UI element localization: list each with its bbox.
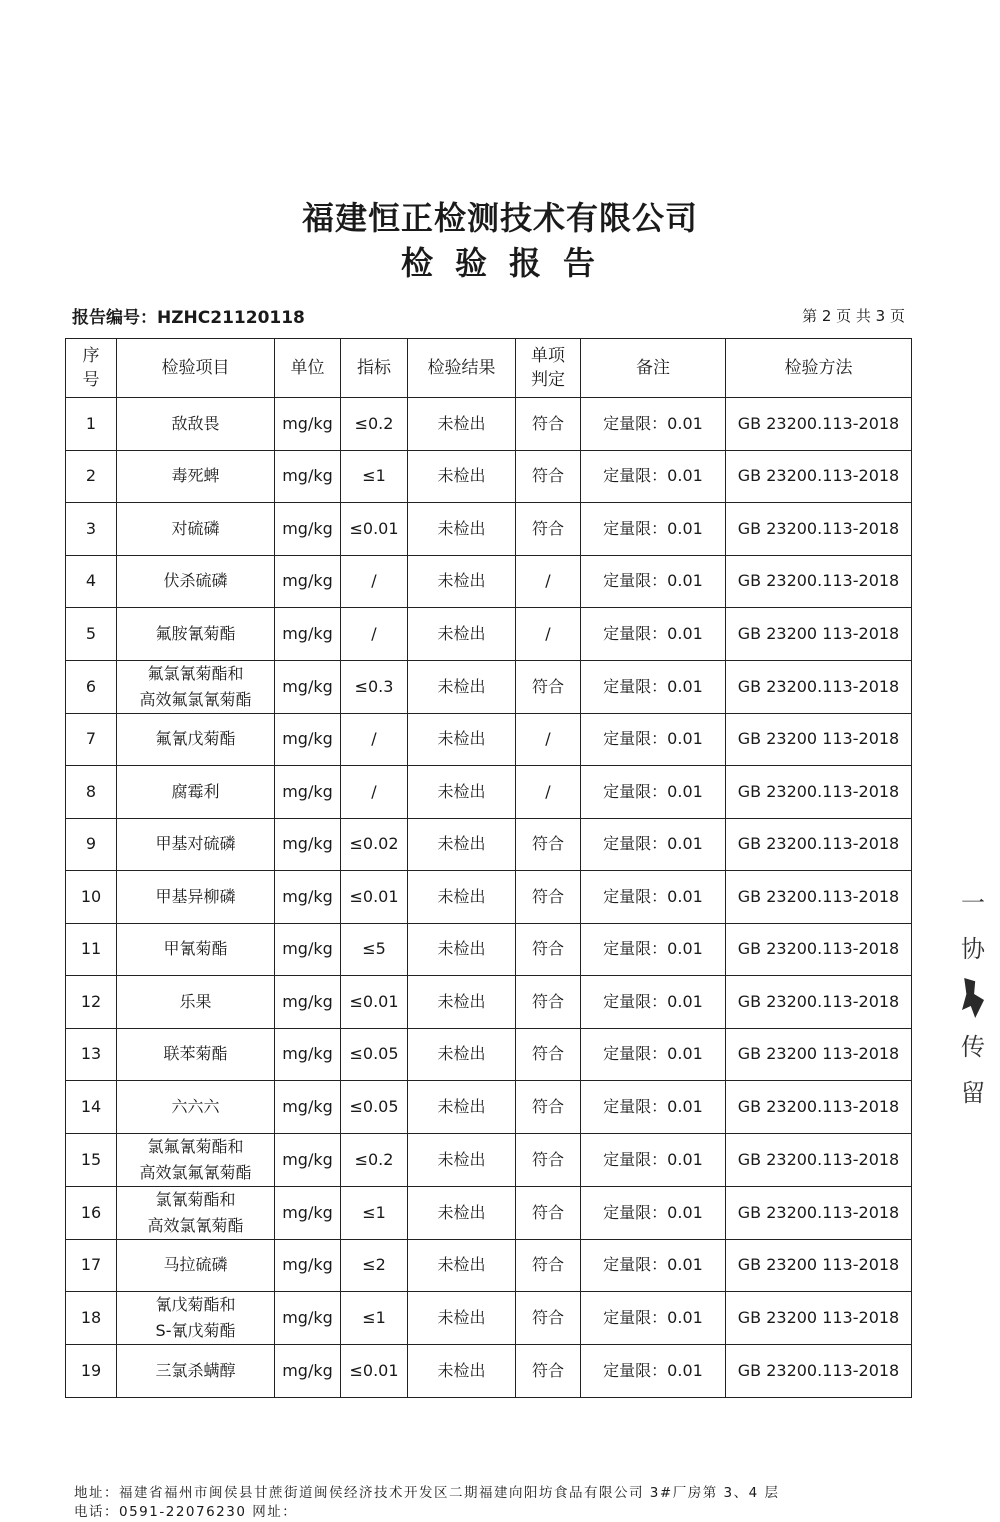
table-row (66, 608, 912, 661)
cell-col-method: GB 23200.113-2018 (726, 398, 912, 451)
cell-col-remark: 定量限：0.01 (581, 503, 726, 556)
company-name: 福建恒正检测技术有限公司 (301, 199, 698, 237)
cell-col-limit: / (341, 713, 408, 766)
cell-col-index: 16 (66, 1186, 117, 1239)
cell-col-item: 马拉硫磷 (117, 1239, 275, 1292)
cell-col-method: GB 23200.113-2018 (726, 1345, 912, 1398)
cell-col-result: 未检出 (408, 1186, 516, 1239)
cell-col-remark: 定量限：0.01 (581, 871, 726, 924)
page-indicator: 第 2 页 共 3 页 (802, 307, 905, 325)
cell-col-item: 乐果 (117, 976, 275, 1029)
header-col-unit: 单位 (275, 339, 341, 398)
cell-col-item: 氯氟氰菊酯和 高效氯氟氰菊酯 (117, 1133, 275, 1186)
cell-col-index: 6 (66, 660, 117, 713)
table-row (66, 818, 912, 871)
cell-col-item: 伏杀硫磷 (117, 555, 275, 608)
cell-col-remark: 定量限：0.01 (581, 713, 726, 766)
cell-col-result: 未检出 (408, 713, 516, 766)
cell-col-index: 15 (66, 1133, 117, 1186)
cell-col-unit: mg/kg (275, 923, 341, 976)
cell-col-limit: ≤0.2 (341, 1133, 408, 1186)
table-row (66, 1028, 912, 1081)
cell-col-remark: 定量限：0.01 (581, 818, 726, 871)
cell-col-unit: mg/kg (275, 1133, 341, 1186)
cell-col-judgement: 符合 (516, 660, 581, 713)
cell-col-remark: 定量限：0.01 (581, 1081, 726, 1134)
cell-col-item: 三氯杀螨醇 (117, 1345, 275, 1398)
cell-col-unit: mg/kg (275, 1186, 341, 1239)
cell-col-unit: mg/kg (275, 713, 341, 766)
cell-col-limit: ≤0.05 (341, 1081, 408, 1134)
cell-col-method: GB 23200 113-2018 (726, 608, 912, 661)
cell-col-remark: 定量限：0.01 (581, 766, 726, 819)
cell-col-method: GB 23200.113-2018 (726, 766, 912, 819)
cell-col-judgement: / (516, 713, 581, 766)
table-row (66, 1133, 912, 1186)
cell-col-remark: 定量限：0.01 (581, 1292, 726, 1345)
cell-col-remark: 定量限：0.01 (581, 1345, 726, 1398)
cell-col-method: GB 23200.113-2018 (726, 923, 912, 976)
cell-col-index: 18 (66, 1292, 117, 1345)
cell-col-judgement: 符合 (516, 450, 581, 503)
cell-col-item: 氰戊菊酯和 S-氰戊菊酯 (117, 1292, 275, 1345)
table-row (66, 1345, 912, 1398)
cell-col-method: GB 23200.113-2018 (726, 660, 912, 713)
cell-col-index: 11 (66, 923, 117, 976)
cell-col-result: 未检出 (408, 1133, 516, 1186)
cell-col-remark: 定量限：0.01 (581, 976, 726, 1029)
cell-col-limit: ≤0.05 (341, 1028, 408, 1081)
cell-col-judgement: 符合 (516, 1345, 581, 1398)
cell-col-limit: ≤0.01 (341, 871, 408, 924)
side-mark-1: 一 (961, 889, 985, 917)
table-row (66, 923, 912, 976)
cell-col-judgement: 符合 (516, 871, 581, 924)
report-number: 报告编号：HZHC21120118 (72, 308, 305, 328)
cell-col-limit: ≤5 (341, 923, 408, 976)
header-col-limit: 指标 (341, 339, 408, 398)
cell-col-judgement: 符合 (516, 1186, 581, 1239)
cell-col-index: 4 (66, 555, 117, 608)
cell-col-limit: / (341, 766, 408, 819)
cell-col-judgement: 符合 (516, 818, 581, 871)
header-col-item: 检验项目 (117, 339, 275, 398)
cell-col-item: 甲氰菊酯 (117, 923, 275, 976)
cell-col-limit: ≤0.02 (341, 818, 408, 871)
cell-col-index: 17 (66, 1239, 117, 1292)
cell-col-judgement: / (516, 766, 581, 819)
cell-col-unit: mg/kg (275, 1028, 341, 1081)
cell-col-result: 未检出 (408, 976, 516, 1029)
table-header-row (66, 339, 912, 398)
cell-col-remark: 定量限：0.01 (581, 1028, 726, 1081)
cell-col-method: GB 23200.113-2018 (726, 976, 912, 1029)
cell-col-item: 甲基异柳磷 (117, 871, 275, 924)
cell-col-index: 3 (66, 503, 117, 556)
cell-col-result: 未检出 (408, 660, 516, 713)
cell-col-result: 未检出 (408, 1028, 516, 1081)
cell-col-judgement: 符合 (516, 1239, 581, 1292)
cell-col-unit: mg/kg (275, 503, 341, 556)
cell-col-judgement: / (516, 555, 581, 608)
table-row (66, 1186, 912, 1239)
cell-col-unit: mg/kg (275, 398, 341, 451)
cell-col-result: 未检出 (408, 1292, 516, 1345)
cell-col-result: 未检出 (408, 398, 516, 451)
cell-col-judgement: 符合 (516, 1028, 581, 1081)
table-row (66, 1292, 912, 1345)
cell-col-remark: 定量限：0.01 (581, 450, 726, 503)
cell-col-unit: mg/kg (275, 766, 341, 819)
cell-col-item: 敌敌畏 (117, 398, 275, 451)
cell-col-method: GB 23200.113-2018 (726, 871, 912, 924)
inspection-table (65, 338, 912, 1398)
cell-col-judgement: 符合 (516, 1133, 581, 1186)
cell-col-result: 未检出 (408, 1081, 516, 1134)
cell-col-method: GB 23200 113-2018 (726, 1028, 912, 1081)
cell-col-result: 未检出 (408, 871, 516, 924)
cell-col-index: 9 (66, 818, 117, 871)
cell-col-item: 腐霉利 (117, 766, 275, 819)
cell-col-method: GB 23200.113-2018 (726, 555, 912, 608)
table-row (66, 450, 912, 503)
table-row (66, 503, 912, 556)
header-col-index: 序 号 (66, 339, 117, 398)
table-row (66, 976, 912, 1029)
table-row (66, 555, 912, 608)
cell-col-item: 甲基对硫磷 (117, 818, 275, 871)
cell-col-judgement: 符合 (516, 1292, 581, 1345)
cell-col-result: 未检出 (408, 503, 516, 556)
cell-col-index: 12 (66, 976, 117, 1029)
cell-col-method: GB 23200.113-2018 (726, 818, 912, 871)
cell-col-item: 氟氯氰菊酯和 高效氟氯氰菊酯 (117, 660, 275, 713)
cell-col-unit: mg/kg (275, 555, 341, 608)
cell-col-unit: mg/kg (275, 1292, 341, 1345)
stamp-fragment-icon (962, 978, 984, 1018)
cell-col-item: 毒死蜱 (117, 450, 275, 503)
side-stamp-marks (958, 880, 988, 1116)
cell-col-method: GB 23200 113-2018 (726, 1239, 912, 1292)
cell-col-item: 联苯菊酯 (117, 1028, 275, 1081)
cell-col-result: 未检出 (408, 766, 516, 819)
cell-col-remark: 定量限：0.01 (581, 608, 726, 661)
cell-col-remark: 定量限：0.01 (581, 398, 726, 451)
cell-col-method: GB 23200.113-2018 (726, 503, 912, 556)
cell-col-method: GB 23200.113-2018 (726, 1081, 912, 1134)
cell-col-remark: 定量限：0.01 (581, 555, 726, 608)
cell-col-judgement: 符合 (516, 923, 581, 976)
cell-col-judgement: 符合 (516, 503, 581, 556)
cell-col-remark: 定量限：0.01 (581, 1133, 726, 1186)
cell-col-index: 1 (66, 398, 117, 451)
table-row (66, 1239, 912, 1292)
cell-col-method: GB 23200.113-2018 (726, 1133, 912, 1186)
header-col-judgement: 单项 判定 (516, 339, 581, 398)
cell-col-unit: mg/kg (275, 608, 341, 661)
cell-col-index: 19 (66, 1345, 117, 1398)
table-row (66, 766, 912, 819)
cell-col-limit: ≤2 (341, 1239, 408, 1292)
cell-col-index: 14 (66, 1081, 117, 1134)
cell-col-result: 未检出 (408, 923, 516, 976)
cell-col-unit: mg/kg (275, 818, 341, 871)
header-col-result: 检验结果 (408, 339, 516, 398)
cell-col-method: GB 23200.113-2018 (726, 450, 912, 503)
cell-col-judgement: / (516, 608, 581, 661)
cell-col-index: 10 (66, 871, 117, 924)
table-row (66, 398, 912, 451)
cell-col-unit: mg/kg (275, 660, 341, 713)
cell-col-judgement: 符合 (516, 398, 581, 451)
side-mark-2: 协 (961, 935, 985, 963)
cell-col-method: GB 23200.113-2018 (726, 1186, 912, 1239)
cell-col-remark: 定量限：0.01 (581, 1186, 726, 1239)
cell-col-limit: / (341, 555, 408, 608)
side-mark-3: 传 (961, 1033, 985, 1061)
cell-col-remark: 定量限：0.01 (581, 1239, 726, 1292)
table-body (66, 398, 912, 1398)
cell-col-item: 氯氰菊酯和 高效氯氰菊酯 (117, 1186, 275, 1239)
cell-col-remark: 定量限：0.01 (581, 923, 726, 976)
cell-col-index: 7 (66, 713, 117, 766)
cell-col-index: 5 (66, 608, 117, 661)
cell-col-limit: ≤1 (341, 1292, 408, 1345)
cell-col-limit: / (341, 608, 408, 661)
cell-col-unit: mg/kg (275, 1239, 341, 1292)
cell-col-judgement: 符合 (516, 1081, 581, 1134)
cell-col-item: 对硫磷 (117, 503, 275, 556)
cell-col-item: 六六六 (117, 1081, 275, 1134)
cell-col-index: 8 (66, 766, 117, 819)
cell-col-method: GB 23200 113-2018 (726, 1292, 912, 1345)
footer-phone: 电话：0591-22076230 网址： (74, 1504, 298, 1520)
cell-col-result: 未检出 (408, 1345, 516, 1398)
header-col-method: 检验方法 (726, 339, 912, 398)
header-col-remark: 备注 (581, 339, 726, 398)
cell-col-limit: ≤1 (341, 1186, 408, 1239)
table-row (66, 1081, 912, 1134)
cell-col-limit: ≤0.2 (341, 398, 408, 451)
table-row (66, 660, 912, 713)
report-title: 检验报告 (400, 244, 617, 282)
cell-col-index: 2 (66, 450, 117, 503)
cell-col-judgement: 符合 (516, 976, 581, 1029)
cell-col-result: 未检出 (408, 818, 516, 871)
cell-col-limit: ≤0.3 (341, 660, 408, 713)
cell-col-result: 未检出 (408, 450, 516, 503)
side-mark-4: 留 (961, 1079, 985, 1107)
cell-col-unit: mg/kg (275, 976, 341, 1029)
cell-col-limit: ≤0.01 (341, 503, 408, 556)
table-row (66, 871, 912, 924)
cell-col-limit: ≤1 (341, 450, 408, 503)
cell-col-result: 未检出 (408, 608, 516, 661)
cell-col-unit: mg/kg (275, 1081, 341, 1134)
cell-col-index: 13 (66, 1028, 117, 1081)
cell-col-limit: ≤0.01 (341, 976, 408, 1029)
cell-col-unit: mg/kg (275, 1345, 341, 1398)
footer (74, 1484, 779, 1522)
cell-col-unit: mg/kg (275, 450, 341, 503)
cell-col-result: 未检出 (408, 555, 516, 608)
cell-col-unit: mg/kg (275, 871, 341, 924)
cell-col-item: 氟氰戊菊酯 (117, 713, 275, 766)
cell-col-limit: ≤0.01 (341, 1345, 408, 1398)
cell-col-result: 未检出 (408, 1239, 516, 1292)
cell-col-item: 氟胺氰菊酯 (117, 608, 275, 661)
footer-address: 地址：福建省福州市闽侯县甘蔗街道闽侯经济技术开发区二期福建向阳坊食品有限公司 3#厂房第 3、4 层 (74, 1485, 780, 1501)
cell-col-remark: 定量限：0.01 (581, 660, 726, 713)
cell-col-method: GB 23200 113-2018 (726, 713, 912, 766)
table-row (66, 713, 912, 766)
